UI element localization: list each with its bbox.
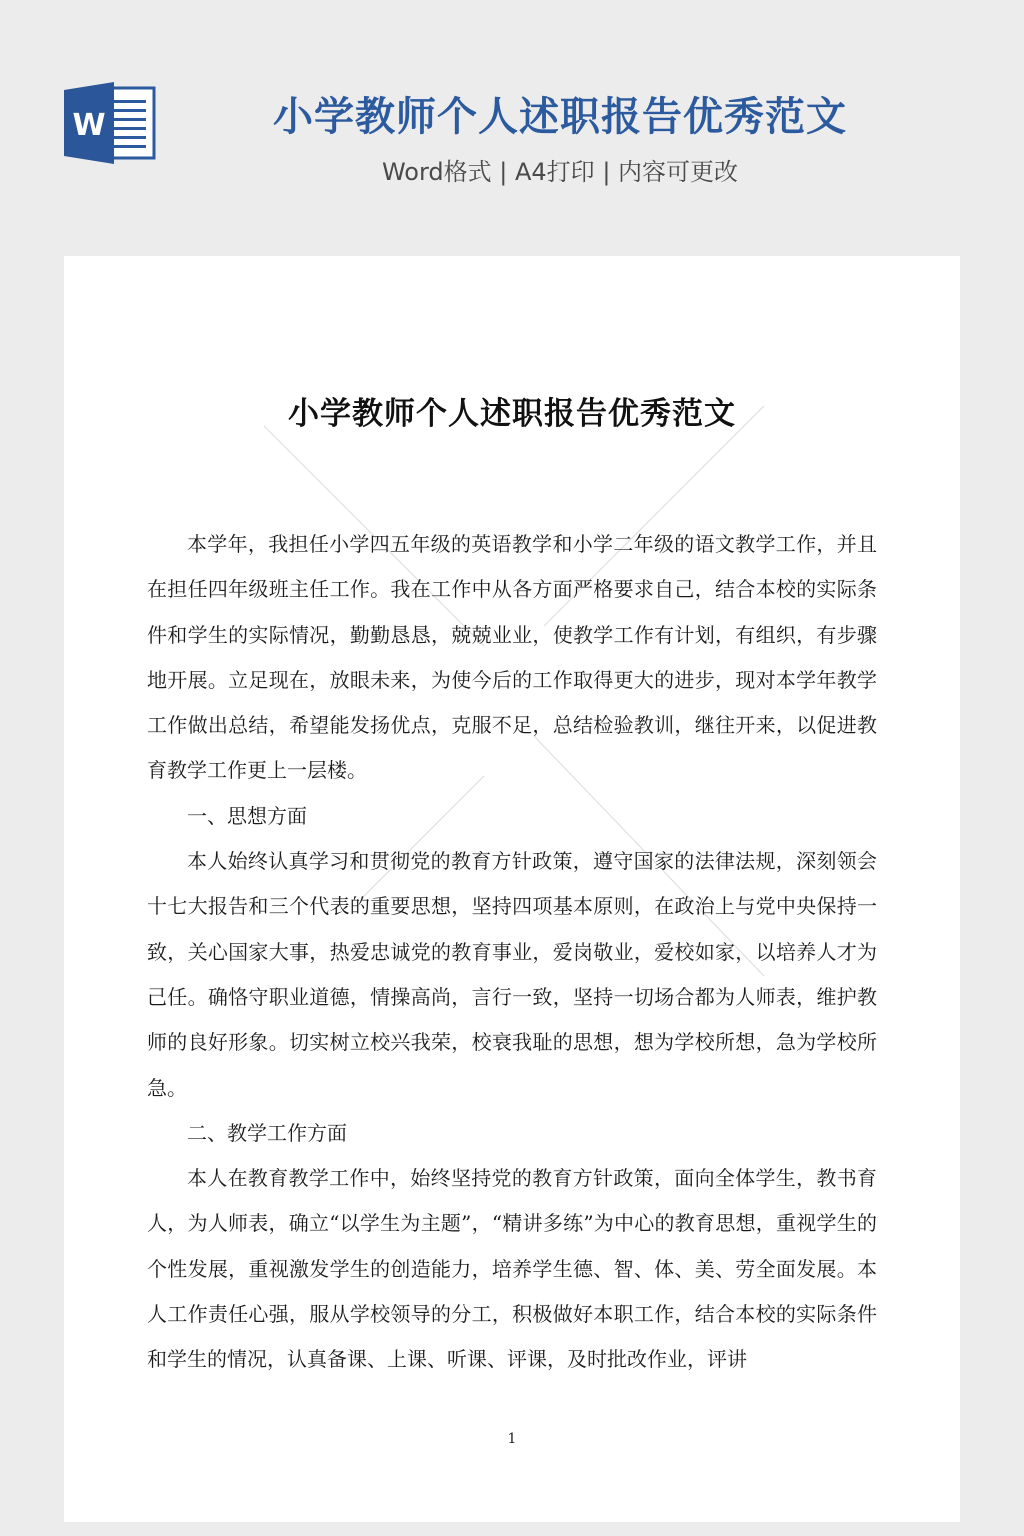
document-page	[64, 256, 960, 1522]
paragraph-teaching: 本人在教育教学工作中，始终坚持党的教育方针政策，面向全体学生，教书育人，为人师表，确立“以学生为主题”，“精讲多练”为中心的教育思想，重视学生的个性发展，重视激发学生的创造能力，培养学生德、智、体、美、劳全面发展。本人工作责任心强，服从学校领导的分工，积极做好本职工作，结合本校的实际条件和学生的情况，认真备课、上课、听课、评课，及时批改作业，评讲	[147, 1166, 877, 1372]
document-body	[147, 522, 877, 1383]
document-title: 小学教师个人述职报告优秀范文	[288, 396, 736, 432]
section-heading-thought: 一、思想方面	[187, 803, 307, 828]
banner-subtitle: Word格式 | A4打印 | 内容可更改	[381, 158, 739, 186]
header-banner	[0, 0, 1024, 256]
page-number: 1	[507, 1431, 517, 1447]
word-document-icon	[64, 82, 156, 164]
banner-title: 小学教师个人述职报告优秀范文	[273, 94, 847, 140]
section-heading-teaching: 二、教学工作方面	[187, 1120, 347, 1145]
paragraph-intro: 本学年，我担任小学四五年级的英语教学和小学二年级的语文教学工作，并且在担任四年级班主任工作。我在工作中从各方面严格要求自己，结合本校的实际条件和学生的实际情况，勤勤恳恳，兢兢业业，使教学工作有计划，有组织，有步骤地开展。立足现在，放眼未来，为使今后的工作取得更大的进步，现对本学年教学工作做出总结，希望能发扬优点，克服不足，总结检验教训，继往开来，以促进教育教学工作更上一层楼。	[147, 532, 877, 783]
word-logo-letter: W	[72, 108, 106, 143]
paragraph-thought: 本人始终认真学习和贯彻党的教育方针政策，遵守国家的法律法规，深刻领会十七大报告和三个代表的重要思想，坚持四项基本原则，在政治上与党中央保持一致，关心国家大事，热爱忠诚党的教育事业，爱岗敬业，爱校如家，以培养人才为己任。确恪守职业道德，情操高尚，言行一致，坚持一切场合都为人师表，维护教师的良好形象。切实树立校兴我荣，校衰我耻的思想，想为学校所想，急为学校所急。	[147, 849, 877, 1100]
